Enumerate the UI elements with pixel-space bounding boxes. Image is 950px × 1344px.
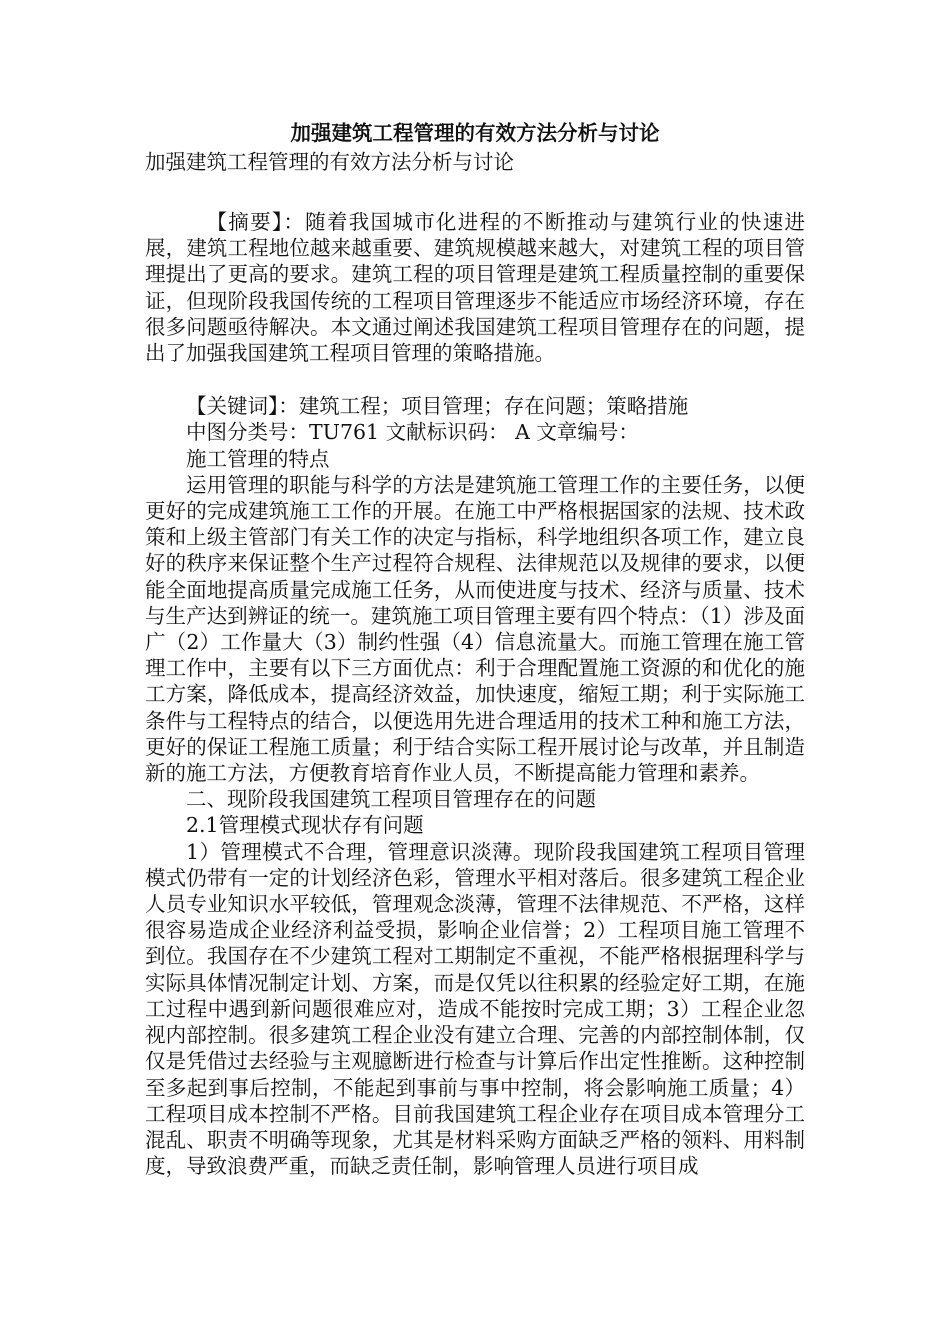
document-subtitle: 加强建筑工程管理的有效方法分析与讨论: [145, 150, 514, 174]
body-paragraph: 1）管理模式不合理，管理意识淡薄。现阶段我国建筑工程项目管理模式仍带有一定的计划经济色彩，管理水平相对落后。很多建筑工程企业人员专业知识水平较低，管理观念淡薄，管理不法律规范、不严格，这样很容易造成企业经济利益受损，影响企业信誉；2）工程项目施工管理不到位。我国存在不少建筑工程对工期制定不重视，不能严格根据理科学与实际具体情况制定计划、方案，而是仅凭以往积累的经验定好工期，在施工过程中遇到新问题很难应对，造成不能按时完成工期；3）工程企业忽视内部控制。很多建筑工程企业没有建立合理、完善的内部控制体制，仅仅是凭借过去经验与主观臆断进行检查与计算后作出定性推断。这种控制至多起到事后控制，不能起到事前与事中控制，将会影响施工质量；4）工程项目成本控制不严格。目前我国建筑工程企业存在项目成本管理分工混乱、职责不明确等现象，尤其是材料采购方面缺乏严格的领料、用料制度，导致浪费严重，而缺乏责任制，影响管理人员进行项目成: [145, 839, 805, 1179]
classification-line: 中图分类号：TU761 文献标识码： A 文章编号：: [186, 420, 639, 445]
spacer: [145, 176, 805, 209]
keywords-line: 【关键词】：建筑工程；项目管理；存在问题；策略措施: [186, 394, 689, 419]
abstract-paragraph: 【摘要】：随着我国城市化进程的不断推动与建筑行业的快速进展，建筑工程地位越来越重要、建筑规模越来越大，对建筑工程的项目管理提出了更高的要求。建筑工程的项目管理是建筑工程质量控制的重要保证，但现阶段我国传统的工程项目管理逐步不能适应市场经济环境，存在很多问题亟待解决。本文通过阐述我国建筑工程项目管理存在的问题，提出了加强我国建筑工程项目管理的策略措施。: [145, 210, 805, 366]
document-page: [145, 118, 805, 1179]
document-title: 加强建筑工程管理的有效方法分析与讨论: [290, 121, 660, 145]
body-paragraph: 运用管理的职能与科学的方法是建筑施工管理工作的主要任务，以便更好的完成建筑施工工作的开展。在施工中严格根据国家的法规、技术政策和上级主管部门有关工作的决定与指标，科学地组织各项工作，建立良好的秩序来保证整个生产过程符合规程、法律规范以及规律的要求，以便能全面地提高质量完成施工任务，从而使进度与技术、经济与质量、技术与生产达到辨证的统一。建筑施工项目管理主要有四个特点：（1）涉及面广（2）工作量大（3）制约性强（4）信息流量大。而施工管理在施工管理工作中，主要有以下三方面优点：利于合理配置施工资源的和优化的施工方案，降低成本，提高经济效益，加快速度，缩短工期；利于实际施工条件与工程特点的结合，以便选用先进合理适用的技术工种和施工方法，更好的保证工程施工质量；利于结合实际工程开展讨论与改革，并且制造新的施工方法，方便教育培育作业人员，不断提高能力管理和素养。: [145, 472, 805, 786]
section-heading: 施工管理的特点: [186, 446, 330, 471]
subsection-heading: 2.1管理模式现状存有问题: [186, 813, 424, 838]
spacer: [145, 366, 805, 393]
section-heading: 二、现阶段我国建筑工程项目管理存在的问题: [186, 787, 596, 812]
